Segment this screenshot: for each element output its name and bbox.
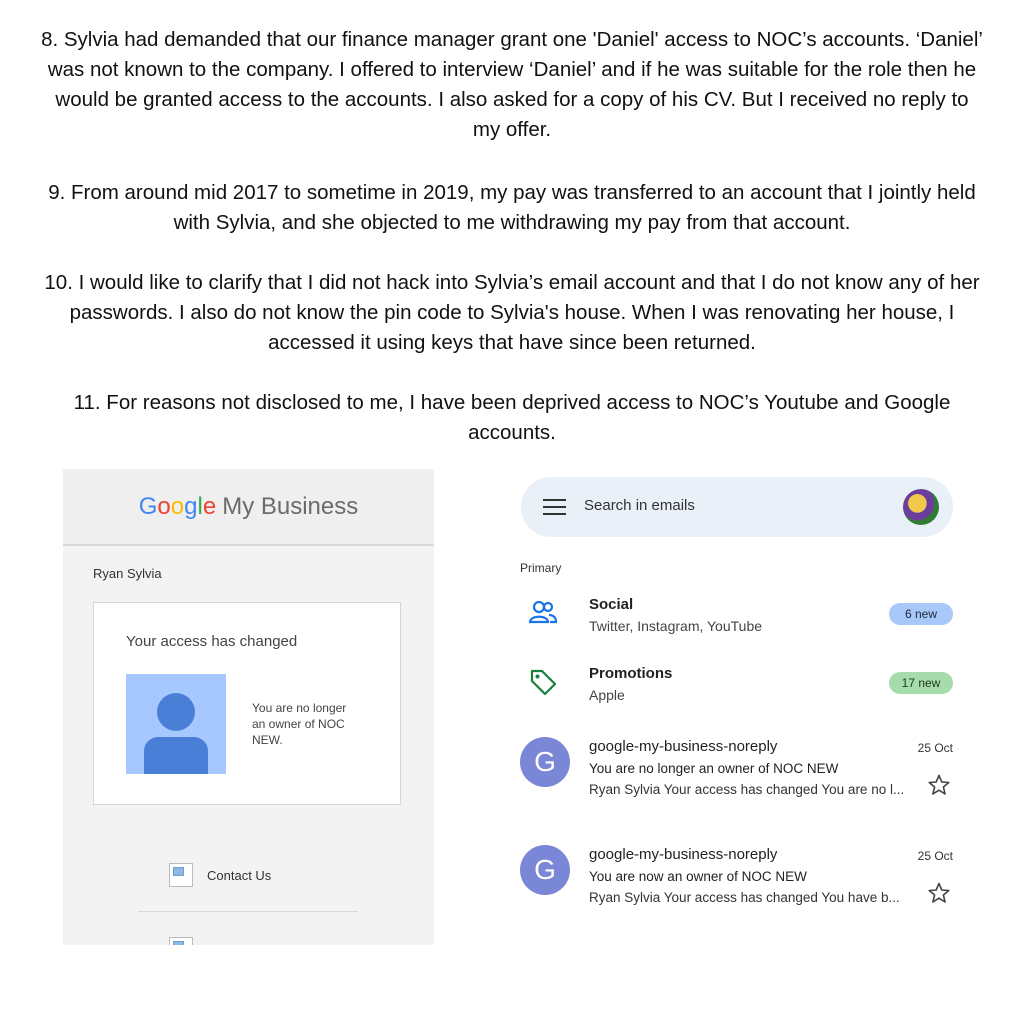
contact-us-link[interactable]	[169, 863, 271, 887]
sender-avatar: G	[520, 845, 570, 895]
paragraph-8: 8. Sylvia had demanded that our finance manager grant one 'Daniel' access to NOC’s accounts. ‘Daniel’ was not known to the company. I offered to interview ‘Daniel’ and if he was suitable for the role then he would be granted access to the accounts. I also asked for a copy of his CV. But I received no reply to my offer.	[41, 28, 983, 141]
star-icon[interactable]	[927, 881, 951, 905]
category-title: Social	[589, 596, 634, 613]
email-sender: google-my-business-noreply	[589, 738, 778, 755]
gmb-header	[63, 469, 434, 546]
category-social[interactable]	[520, 592, 953, 642]
card-message: You are no longer an owner of NOC NEW.	[252, 701, 347, 747]
sender-avatar: G	[520, 737, 570, 787]
category-subtitle: Twitter, Instagram, YouTube	[589, 618, 763, 634]
category-promotions[interactable]	[520, 661, 953, 711]
search-input[interactable]: Search in emails	[584, 497, 695, 514]
email-row[interactable]	[520, 735, 953, 805]
email-row[interactable]	[520, 843, 953, 913]
email-subject: You are no longer an owner of NOC NEW	[589, 761, 839, 776]
category-subtitle: Apple	[589, 687, 625, 703]
gmb-user-name: Ryan Sylvia	[93, 566, 162, 581]
email-date: 25 Oct	[917, 741, 953, 755]
divider	[138, 911, 358, 912]
email-sender: google-my-business-noreply	[589, 846, 778, 863]
email-date: 25 Oct	[917, 849, 953, 863]
card-title: Your access has changed	[126, 633, 298, 650]
broken-image-icon	[169, 863, 193, 887]
new-count-badge: 17 new	[889, 672, 953, 694]
star-icon[interactable]	[927, 773, 951, 797]
avatar-placeholder-icon	[126, 674, 226, 774]
paragraph-11: 11. For reasons not disclosed to me, I have been deprived access to NOC’s Youtube and Google accounts.	[73, 391, 951, 444]
email-preview: Ryan Sylvia Your access has changed You have b...	[589, 890, 900, 905]
tag-icon	[528, 667, 558, 697]
google-logo: Google	[138, 492, 217, 520]
email-subject: You are now an owner of NOC NEW	[589, 869, 807, 884]
paragraph-10: 10. I would like to clarify that I did not hack into Sylvia’s email account and that I do not know any of her passwords. I also do not know the pin code to Sylvia's house. When I was renovating her house, I accessed it using keys that have since been returned.	[44, 271, 980, 354]
email-preview: Ryan Sylvia Your access has changed You are no l...	[589, 782, 905, 797]
product-name: My Business	[222, 492, 359, 520]
new-count-badge: 6 new	[889, 603, 953, 625]
people-icon	[528, 598, 558, 628]
paragraph-9: 9. From around mid 2017 to sometime in 2019, my pay was transferred to an account that I jointly held with Sylvia, and she objected to me withdrawing my pay from that account.	[48, 181, 976, 234]
broken-image-icon	[169, 937, 207, 945]
menu-icon[interactable]	[543, 499, 566, 515]
profile-avatar-icon[interactable]	[903, 489, 939, 525]
category-title: Promotions	[589, 665, 673, 682]
section-label: Primary	[520, 561, 562, 575]
gmail-search-bar[interactable]	[521, 477, 953, 537]
access-changed-card	[93, 602, 401, 805]
contact-us-label: Contact Us	[207, 867, 272, 883]
google-my-business-screenshot	[63, 469, 434, 945]
